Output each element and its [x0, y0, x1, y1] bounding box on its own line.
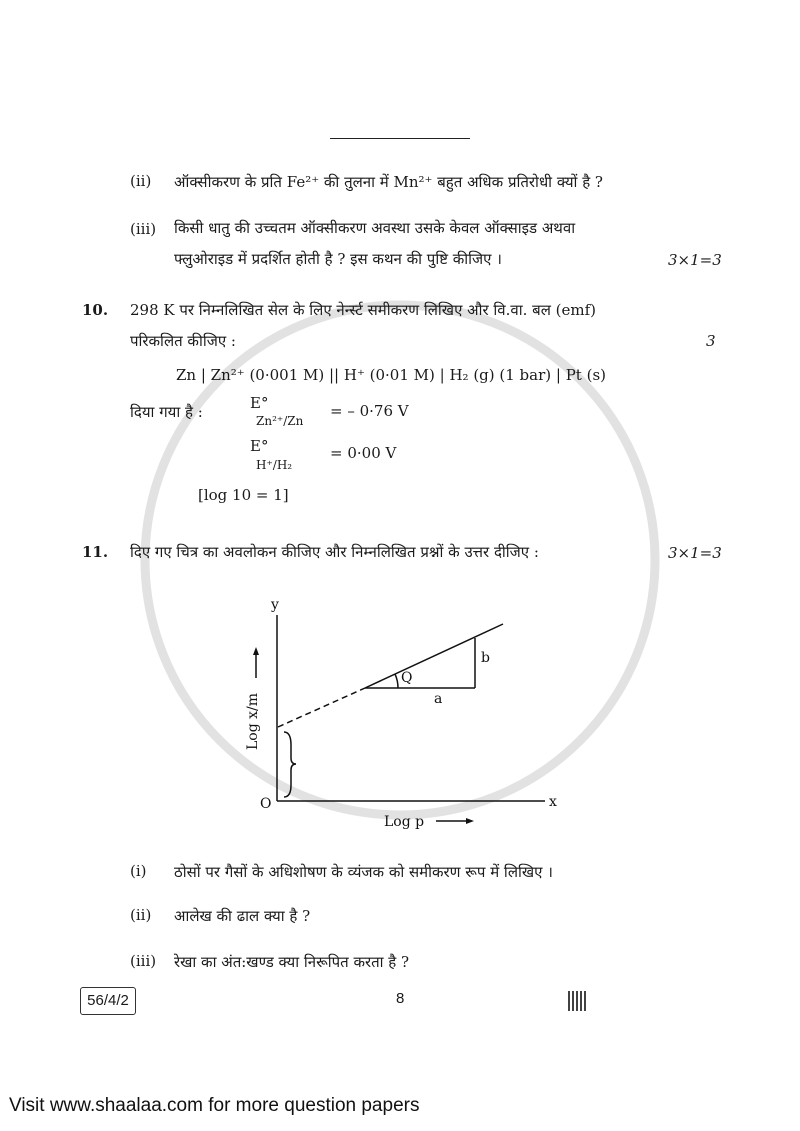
height-label: b	[481, 650, 490, 666]
e2-value: = 0·00 V	[330, 444, 397, 462]
given-label: दिया गया है :	[130, 403, 203, 421]
xlabel: Log p	[384, 814, 425, 830]
q11-number: 11.	[82, 543, 109, 561]
e1-subscript: Zn²⁺/Zn	[256, 414, 304, 428]
q11-iii-label: (iii)	[130, 952, 157, 970]
ylabel: Log x/m	[245, 692, 261, 750]
angle-label: Q	[401, 670, 413, 686]
q11-text: दिए गए चित्र का अवलोकन कीजिए और निम्नलिखित प्रश्नों के उत्तर दीजिए :	[130, 543, 539, 561]
e2-subscript: H⁺/H₂	[256, 458, 293, 472]
q9-iii-line1: किसी धातु की उच्चतम ऑक्सीकरण अवस्था उसके केवल ऑक्साइड अथवा	[174, 219, 576, 237]
visit-link[interactable]: Visit www.shaalaa.com for more question papers	[9, 1095, 420, 1116]
extrapolated-line	[278, 688, 365, 727]
q11-ii-label: (ii)	[130, 906, 152, 924]
q9-ii-text: ऑक्सीकरण के प्रति Fe²⁺ की तुलना में Mn²⁺ बहुत अधिक प्रतिरोधी क्यों है ?	[174, 173, 603, 191]
log-given: [log 10 = 1]	[198, 486, 289, 504]
angle-arc	[395, 674, 398, 688]
y-axis-label: y	[271, 597, 279, 613]
q11-i-label: (i)	[130, 862, 147, 880]
q10-marks: 3	[706, 332, 716, 350]
e1-value: = – 0·76 V	[330, 402, 409, 420]
q11-ii-text: आलेख की ढाल क्या है ?	[174, 907, 311, 925]
q10-line2: परिकलित कीजिए :	[130, 332, 236, 350]
q9-ii-label: (ii)	[130, 172, 152, 190]
page-number: 8	[396, 990, 405, 1007]
origin-label: O	[260, 796, 272, 812]
x-arrow-head-icon	[466, 818, 474, 824]
qr-code-icon	[568, 991, 588, 1011]
y-arrow-head-icon	[253, 647, 259, 655]
q11-i-text: ठोसों पर गैसों के अधिशोषण के व्यंजक को समीकरण रूप में लिखिए ।	[174, 863, 553, 881]
cell-notation: Zn | Zn²⁺ (0·001 M) || H⁺ (0·01 M) | H₂ (g) (1 bar) | Pt (s)	[176, 366, 607, 384]
q10-line1: 298 K पर निम्नलिखित सेल के लिए नेर्न्स्ट समीकरण लिखिए और वि.वा. बल (emf)	[130, 301, 596, 319]
x-axis-label: x	[549, 794, 557, 810]
q11-marks: 3×1=3	[668, 544, 722, 562]
intercept-brace	[284, 732, 296, 797]
base-label: a	[434, 691, 443, 707]
q10-number: 10.	[82, 301, 109, 319]
q9-iii-label: (iii)	[130, 220, 157, 238]
q11-iii-text: रेखा का अंत:खण्ड क्या निरूपित करता है ?	[174, 953, 410, 971]
q9-marks: 3×1=3	[668, 251, 722, 269]
e1-symbol: E°	[250, 394, 269, 412]
e2-symbol: E°	[250, 437, 269, 455]
paper-code: 56/4/2	[80, 987, 136, 1015]
q9-iii-line2: फ्लुओराइड में प्रदर्शित होती है ? इस कथन की पुष्टि कीजिए ।	[174, 250, 502, 268]
